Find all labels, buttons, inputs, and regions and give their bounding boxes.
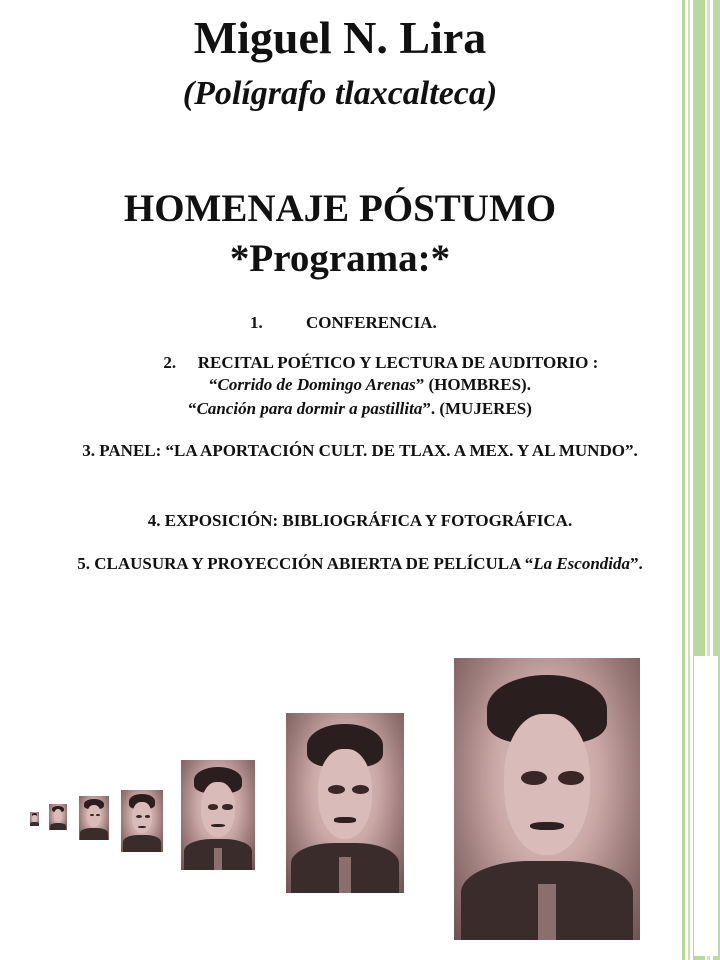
program-item-2-number: 2. — [163, 353, 177, 372]
portrait-image-7 — [454, 658, 640, 940]
program-item-5-end: ”. — [630, 554, 643, 573]
program-item-2-poem-1: “Corrido de Domingo Arenas” (HOMBRES). — [209, 375, 531, 394]
program-item-2-poem-2: “Canción para dormir a pastillita”. (MUJERES) — [188, 399, 532, 418]
portrait-image-5 — [181, 760, 255, 870]
portrait-image-4 — [121, 790, 163, 852]
page-title: Miguel N. Lira — [193, 12, 487, 63]
white-frame-edge — [694, 656, 718, 956]
poem-title-1: Corrido de Domingo Arenas — [217, 375, 416, 394]
program-item-2-text: RECITAL POÉTICO Y LECTURA DE AUDITORIO : — [197, 353, 599, 372]
program-item-5-text: 5. CLAUSURA Y PROYECCIÓN ABIERTA DE PELÍCULA “ — [77, 554, 534, 573]
program-item-2 — [60, 352, 680, 373]
program-item-1-text: CONFERENCIA. — [306, 313, 437, 332]
portrait-image-6 — [286, 713, 404, 893]
poem-note-1: ” (HOMBRES). — [415, 375, 531, 394]
program-item-3: 3. PANEL: “LA APORTACIÓN CULT. DE TLAX. A MEX. Y AL MUNDO”. — [82, 441, 638, 460]
page-subtitle: (Polígrafo tlaxcalteca) — [182, 75, 498, 112]
event-heading: HOMENAJE PÓSTUMO — [123, 187, 557, 230]
program-item-1-number: 1. — [250, 313, 263, 332]
program-item-5 — [40, 553, 680, 574]
program-item-1 — [250, 312, 437, 333]
portrait-image-2 — [49, 804, 67, 830]
film-title: La Escondida — [533, 554, 631, 573]
program-label: *Programa:* — [229, 237, 451, 280]
poem-note-2: ”. (MUJERES) — [422, 399, 532, 418]
portrait-image-3 — [79, 796, 109, 840]
poem-title-2: Canción para dormir a pastillita — [196, 399, 423, 418]
program-item-4: 4. EXPOSICIÓN: BIBLIOGRÁFICA Y FOTOGRÁFICA. — [147, 511, 573, 530]
portrait-image-1 — [30, 812, 39, 826]
